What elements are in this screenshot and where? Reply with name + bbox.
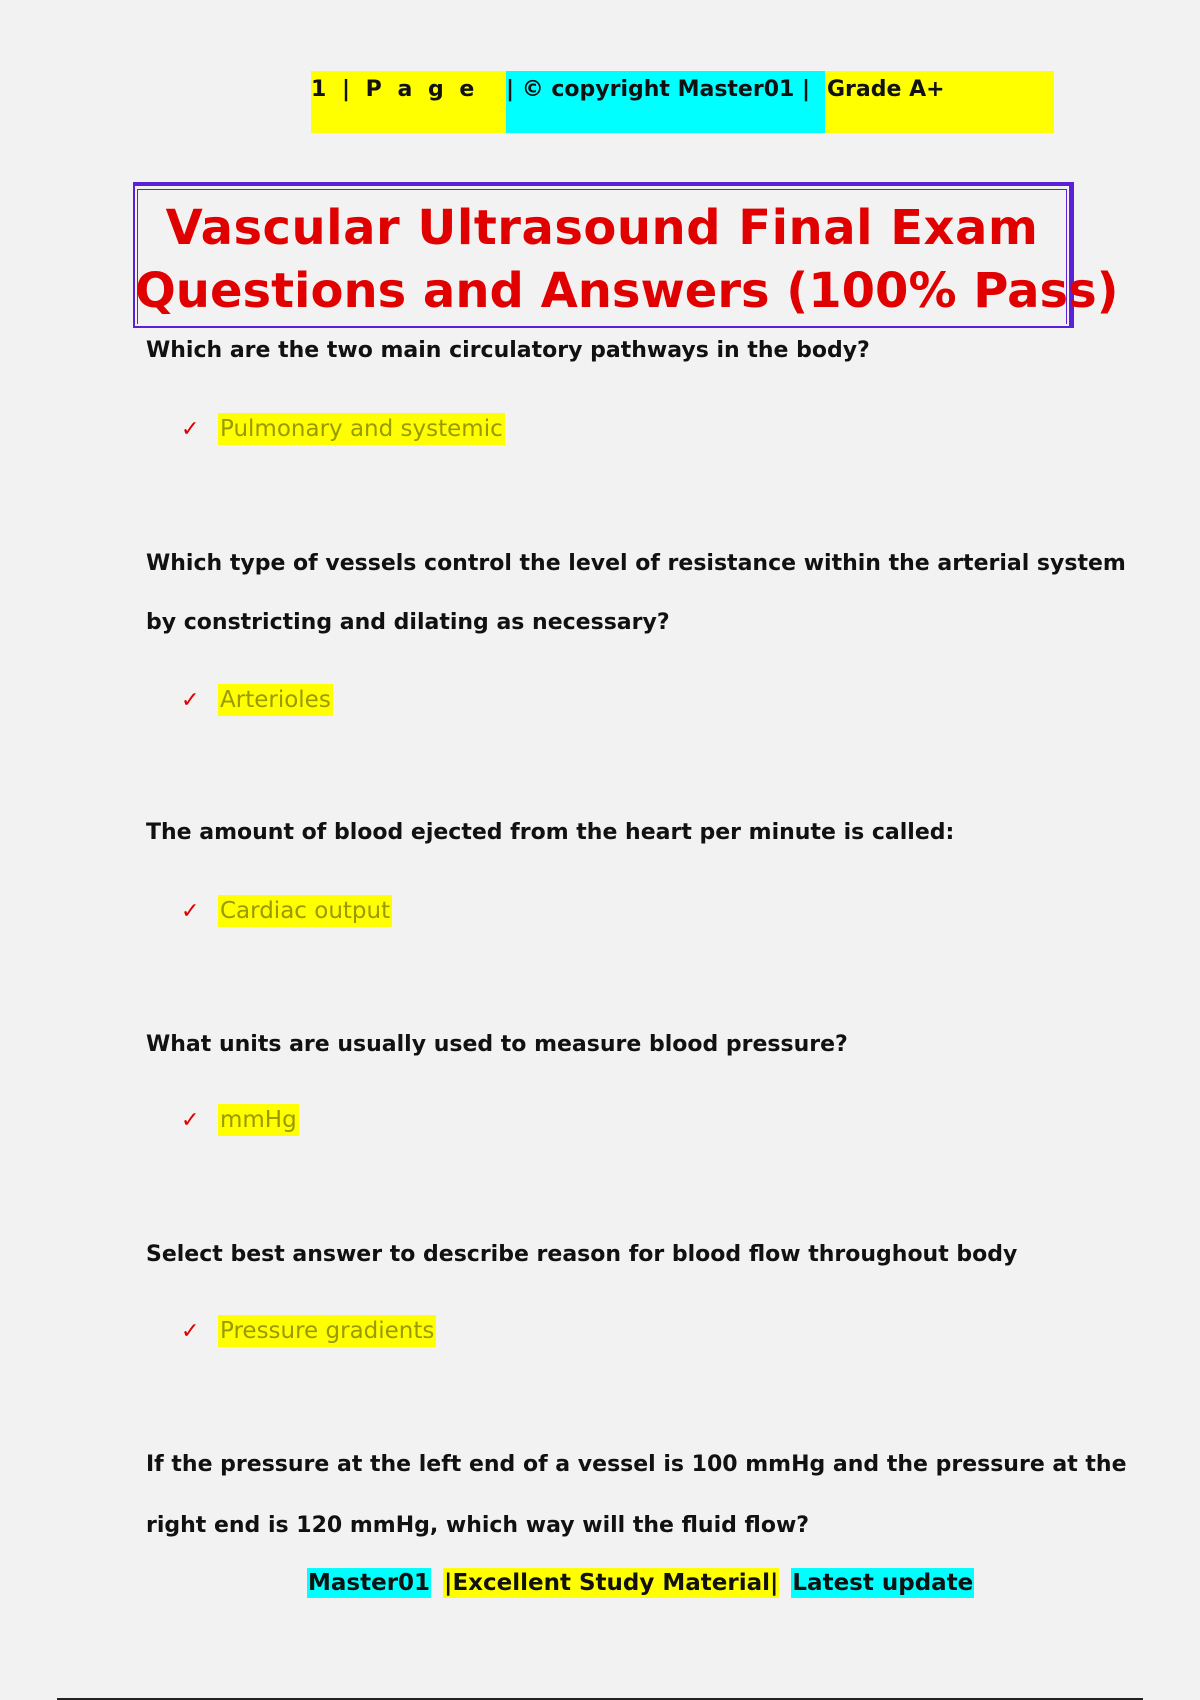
document-title-frame — [133, 182, 1119, 328]
footer-brand: Master01 — [308, 1570, 431, 1596]
question-text: by constricting and dilating as necessary? — [146, 610, 670, 635]
page-number-label: 1 | P a g e — [311, 71, 506, 133]
question-text: right end is 120 mmHg, which way will the fluid flow? — [146, 1513, 810, 1538]
answer-text: Cardiac output — [218, 895, 392, 927]
footer-update: Latest update — [792, 1570, 974, 1596]
check-icon: ✓ — [181, 416, 200, 442]
answer-text: mmHg — [218, 1104, 299, 1136]
answer-row — [181, 1315, 436, 1347]
answer-row — [181, 413, 505, 445]
answer-row — [181, 1104, 299, 1136]
footer-tagline: |Excellent Study Material| — [444, 1570, 779, 1596]
document-title-line-1: Vascular Ultrasound Final Exam — [165, 200, 1039, 256]
check-icon: ✓ — [181, 687, 200, 713]
answer-row — [181, 684, 333, 716]
question-text: Select best answer to describe reason for blood flow throughout body — [146, 1242, 1018, 1267]
answer-text: Pressure gradients — [218, 1315, 436, 1347]
page-footer — [307, 1568, 974, 1598]
check-icon: ✓ — [181, 1107, 200, 1133]
question-text: Which type of vessels control the level of resistance within the arterial system — [146, 551, 1126, 576]
check-icon: ✓ — [181, 1318, 200, 1344]
document-title-line-2: Questions and Answers (100% Pass) — [135, 263, 1119, 319]
question-text: The amount of blood ejected from the heart per minute is called: — [146, 820, 955, 845]
answer-text: Pulmonary and systemic — [218, 413, 505, 445]
copyright-label: | © copyright Master01 | — [506, 71, 825, 133]
page-header — [311, 71, 1054, 133]
check-icon: ✓ — [181, 898, 200, 924]
question-text: What units are usually used to measure blood pressure? — [146, 1032, 848, 1057]
grade-label: Grade A+ — [825, 71, 1054, 133]
question-text: If the pressure at the left end of a vessel is 100 mmHg and the pressure at the — [146, 1452, 1127, 1477]
answer-row — [181, 895, 392, 927]
question-text: Which are the two main circulatory pathways in the body? — [146, 338, 870, 363]
answer-text: Arterioles — [218, 684, 333, 716]
